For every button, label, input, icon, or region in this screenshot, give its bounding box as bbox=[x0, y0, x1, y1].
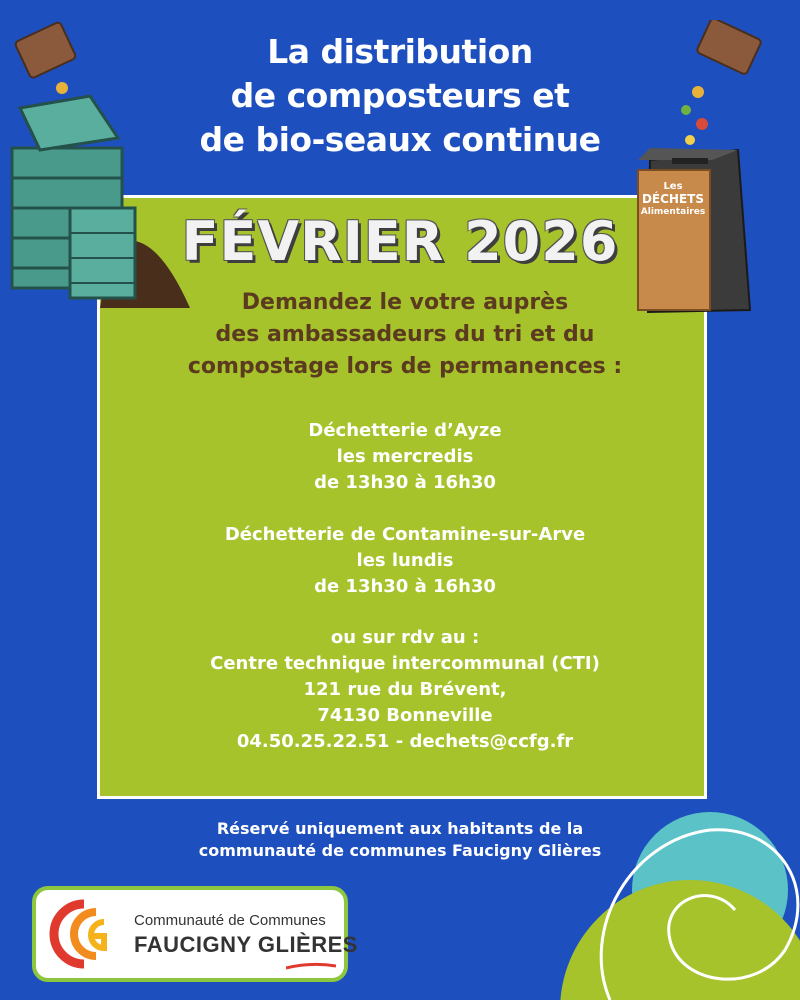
location-days: les lundis bbox=[356, 550, 454, 571]
eligibility-note bbox=[140, 818, 660, 862]
eligibility-line: Réservé uniquement aux habitants de la bbox=[216, 819, 584, 838]
location-block bbox=[120, 522, 690, 600]
appointment-city: 74130 Bonneville bbox=[317, 705, 493, 726]
logo-text-line2: FAUCIGNY GLIÈRES bbox=[134, 932, 358, 957]
intro-line: des ambassadeurs du tri et du bbox=[215, 322, 595, 347]
ccfg-logo bbox=[32, 886, 358, 982]
bin-label-line: Alimentaires bbox=[640, 207, 706, 217]
intro-line: compostage lors de permanences : bbox=[187, 354, 623, 379]
logo-swoosh bbox=[286, 962, 336, 970]
intro-line: Demandez le votre auprès bbox=[241, 290, 569, 315]
location-name: Déchetterie de Contamine-sur-Arve bbox=[224, 524, 586, 545]
headline-line: La distribution bbox=[267, 32, 533, 71]
location-days: les mercredis bbox=[336, 446, 474, 467]
appointment-place: Centre technique intercommunal (CTI) bbox=[210, 653, 600, 674]
location-hours: de 13h30 à 16h30 bbox=[314, 472, 496, 493]
location-block bbox=[120, 418, 690, 496]
month-title: FÉVRIER 2026 bbox=[181, 210, 619, 273]
location-name: Déchetterie d’Ayze bbox=[308, 420, 502, 441]
bio-waste-bin-illustration bbox=[620, 20, 780, 320]
appointment-block bbox=[120, 625, 690, 755]
headline-line: de bio-seaux continue bbox=[199, 120, 601, 159]
bin-label-line: DÉCHETS bbox=[641, 192, 705, 206]
location-hours: de 13h30 à 16h30 bbox=[314, 576, 496, 597]
bin-label-line: Les bbox=[663, 181, 683, 192]
logo-text-line1: Communauté de Communes bbox=[134, 912, 326, 929]
eligibility-line: communauté de communes Faucigny Glières bbox=[198, 841, 602, 860]
headline-line: de composteurs et bbox=[230, 76, 570, 115]
ccfg-logo-mark bbox=[44, 898, 124, 972]
appointment-contact: 04.50.25.22.51 - dechets@ccfg.fr bbox=[236, 731, 574, 752]
appointment-street: 121 rue du Brévent, bbox=[303, 679, 507, 700]
appointment-intro: ou sur rdv au : bbox=[330, 627, 480, 648]
intro-text bbox=[120, 287, 690, 383]
